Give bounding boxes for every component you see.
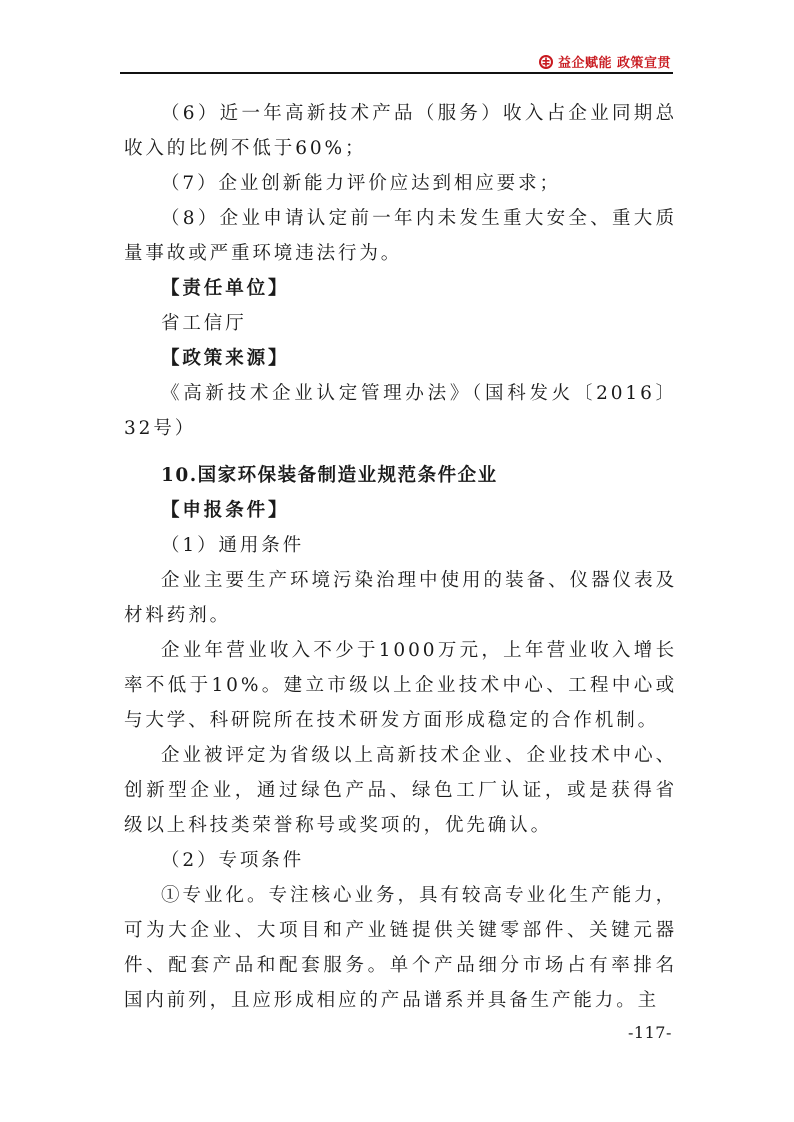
special-condition-1: ①专业化。专注核心业务，具有较高专业化生产能力，可为大企业、大项目和产业链提供关键零部件、关键元器件、配套产品和配套服务。单个产品细分市场占有率排名国内前列，且应形成相应的产品谱系并具备生产能力。主 xyxy=(124,885,677,1011)
condition-8: （8）企业申请认定前一年内未发生重大安全、重大质量事故或严重环境违法行为。 xyxy=(124,208,677,264)
special-conditions-label: （2）专项条件 xyxy=(161,850,305,871)
brand-text: 益企赋能 政策宣贯 xyxy=(557,56,671,71)
policy-source: 《高新技术企业认定管理办法》（国科发火〔2016〕32号） xyxy=(124,383,677,439)
general-conditions-label: （1）通用条件 xyxy=(161,535,305,556)
document-body xyxy=(124,96,677,1018)
general-condition-2: 企业年营业收入不少于1000万元，上年营业收入增长率不低于10%。建立市级以上企业技术中心、工程中心或与大学、科研院所在技术研发方面形成稳定的合作机制。 xyxy=(124,640,677,731)
general-condition-3: 企业被评定为省级以上高新技术企业、企业技术中心、创新型企业，通过绿色产品、绿色工厂认证，或是获得省级以上科技类荣誉称号或奖项的，优先确认。 xyxy=(124,745,677,836)
responsible-unit: 省工信厅 xyxy=(161,313,247,334)
condition-6: （6）近一年高新技术产品（服务）收入占企业同期总收入的比例不低于60%； xyxy=(124,103,677,159)
brand-logo xyxy=(538,52,671,71)
section-label-responsible: 【责任单位】 xyxy=(161,278,290,299)
condition-7: （7）企业创新能力评价应达到相应要求； xyxy=(161,173,561,194)
section-label-conditions: 【申报条件】 xyxy=(161,500,290,521)
section-label-source: 【政策来源】 xyxy=(161,348,290,369)
page-header xyxy=(120,50,673,72)
page-number: -117- xyxy=(628,1023,672,1042)
header-divider xyxy=(120,72,673,74)
item-heading: 10.国家环保装备制造业规范条件企业 xyxy=(161,465,498,486)
general-condition-1: 企业主要生产环境污染治理中使用的装备、仪器仪表及材料药剂。 xyxy=(124,570,677,626)
bank-circle-icon xyxy=(538,54,554,70)
